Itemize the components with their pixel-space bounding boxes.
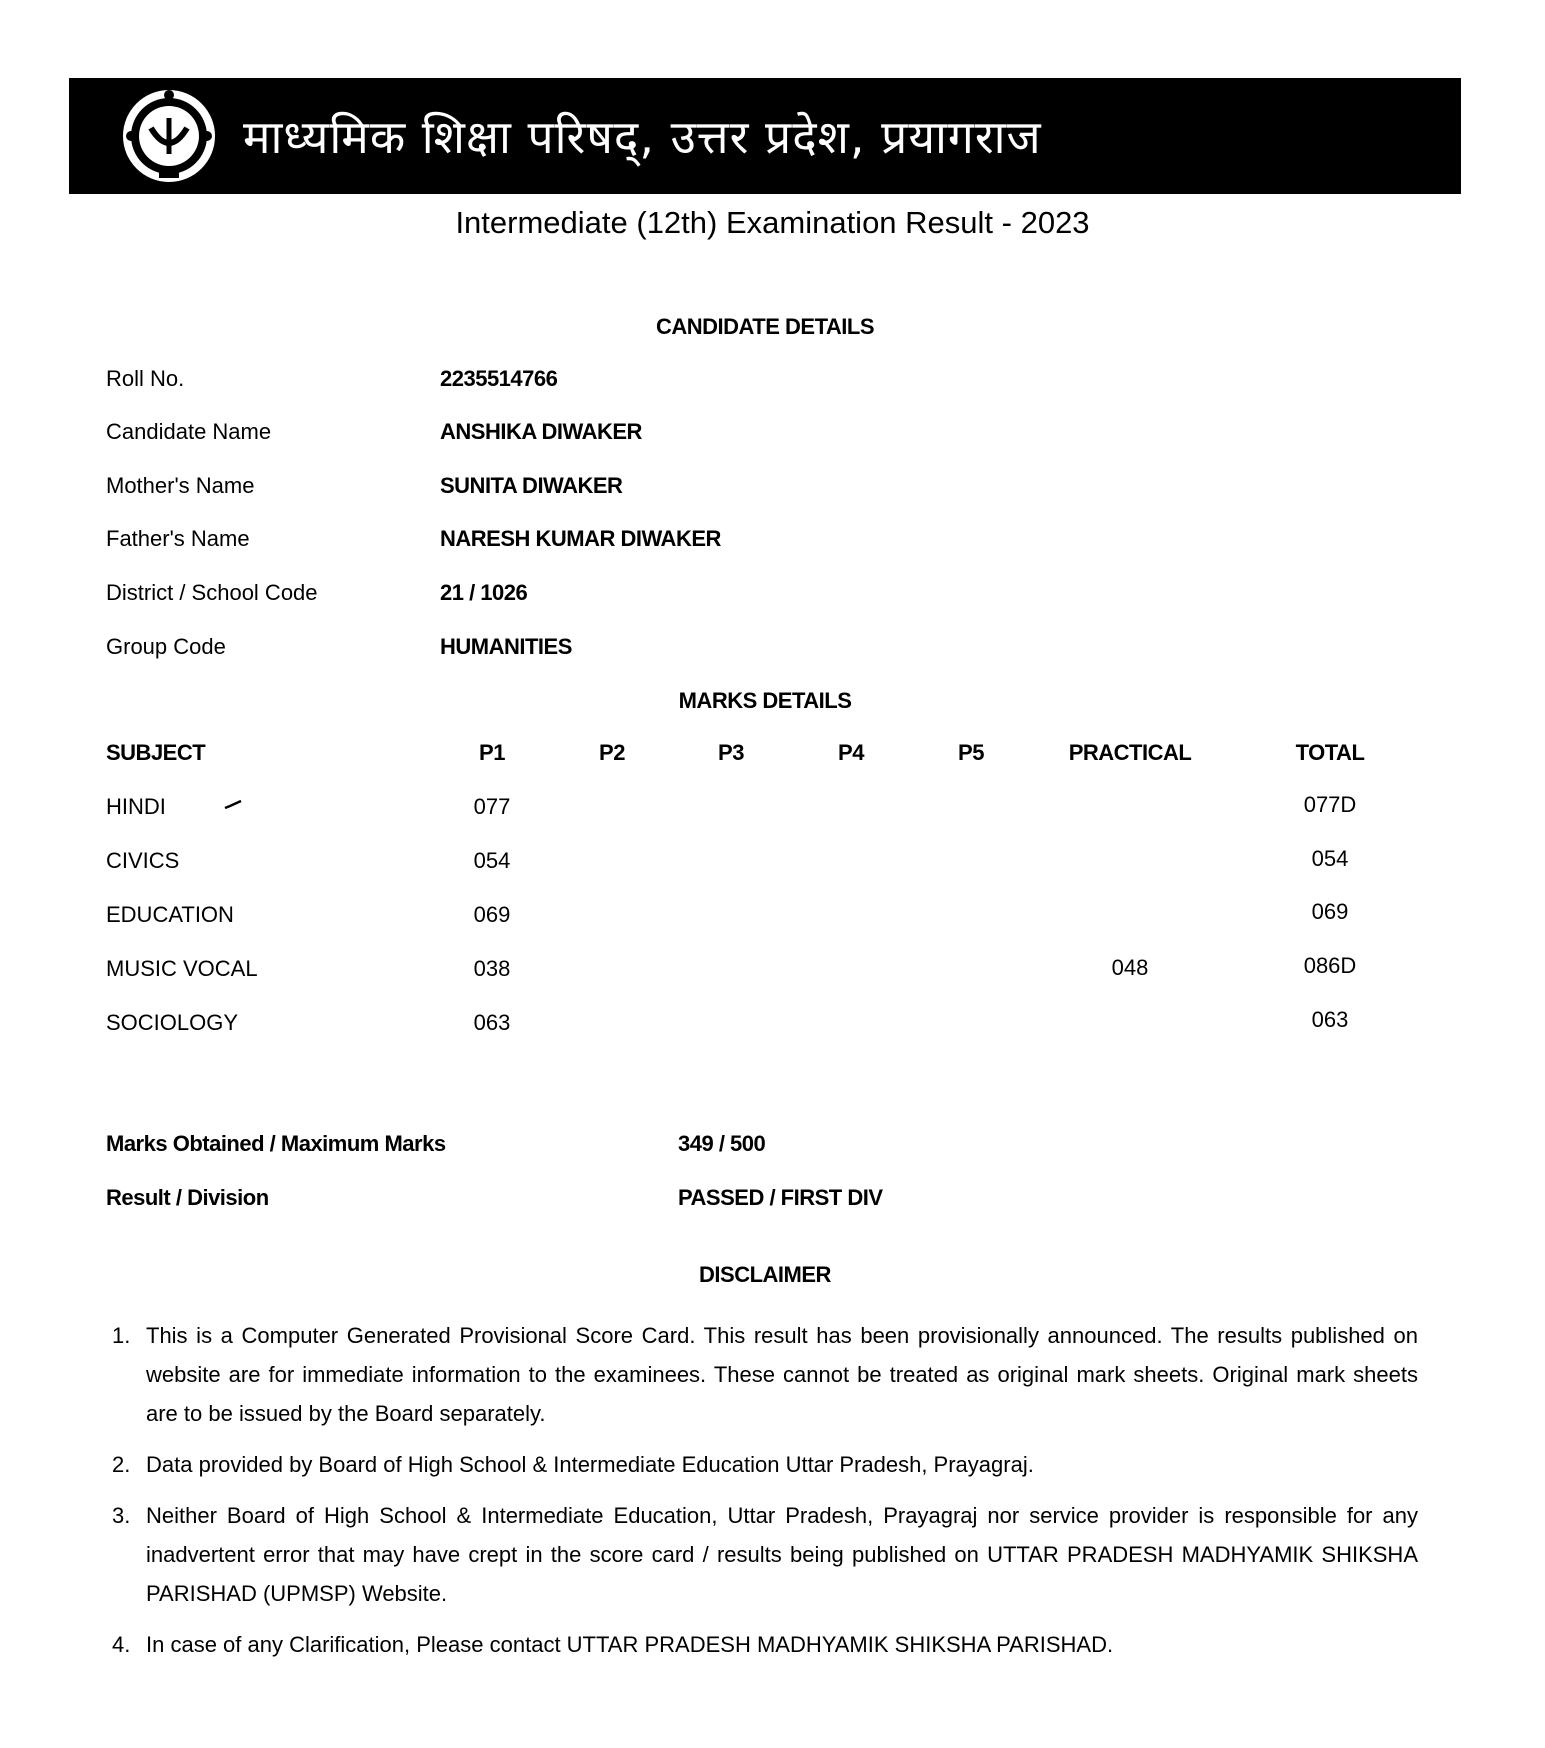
disclaimer-text: In case of any Clarification, Please contact UTTAR PRADESH MADHYAMIK SHIKSHA PARISHAD. (146, 1632, 1114, 1657)
field-label: Mother's Name (106, 473, 255, 498)
field-label: Father's Name (106, 526, 250, 551)
marks-obtained-label: Marks Obtained / Maximum Marks (106, 1131, 446, 1156)
total-cell: 086D (1303, 953, 1357, 978)
total-cell: 054 (1311, 846, 1349, 871)
disclaimer-number: 3. (112, 1503, 131, 1528)
field-value: 2235514766 (440, 366, 558, 391)
col-header-p3: P3 (718, 740, 744, 765)
subject-cell: EDUCATION (106, 902, 234, 927)
col-header-p4: P4 (838, 740, 864, 765)
subject-cell: CIVICS (106, 848, 180, 873)
disclaimer-item (112, 1316, 1418, 1433)
disclaimer-text: Data provided by Board of High School & Intermediate Education Uttar Pradesh, Prayagraj. (146, 1452, 1034, 1477)
field-value: ANSHIKA DIWAKER (440, 419, 642, 444)
marks-obtained-row (106, 1131, 766, 1157)
disclaimer-list (112, 1316, 1418, 1664)
header-banner (69, 78, 1461, 194)
total-cell: 069 (1311, 899, 1349, 924)
col-header-practical: PRACTICAL (1068, 740, 1192, 765)
field-value: 21 / 1026 (440, 580, 528, 605)
col-header-p1: P1 (479, 740, 505, 765)
field-label: Candidate Name (106, 419, 272, 444)
exam-title: Intermediate (12th) Examination Result - 2023 (455, 205, 1090, 240)
col-header-p5: P5 (958, 740, 984, 765)
disclaimer-item (112, 1625, 1418, 1664)
disclaimer-number: 4. (112, 1632, 131, 1657)
field-label: Group Code (106, 634, 226, 659)
subject-cell: HINDI (106, 794, 166, 819)
total-cell: 063 (1311, 1007, 1349, 1032)
disclaimer-heading: DISCLAIMER (699, 1262, 831, 1287)
col-header-total: TOTAL (1295, 740, 1365, 765)
total-cell: 077D (1303, 792, 1357, 817)
p1-cell: 077 (473, 794, 511, 819)
result-division-label: Result / Division (106, 1185, 269, 1210)
disclaimer-item (112, 1496, 1418, 1613)
p1-cell: 069 (473, 902, 511, 927)
field-value: HUMANITIES (440, 634, 572, 659)
result-division-row (106, 1185, 883, 1211)
upmsp-emblem-icon (121, 88, 217, 184)
field-label: Roll No. (106, 366, 185, 391)
disclaimer-item (112, 1445, 1418, 1484)
disclaimer-text: This is a Computer Generated Provisional Score Card. This result has been provisionally announced. The results published on website are for immediate information to the examinees. These cannot be treated as original mark sheets. Original mark sheets are to be issued by the Board separately. (146, 1323, 1418, 1426)
disclaimer-text: Neither Board of High School & Intermediate Education, Uttar Pradesh, Prayagraj nor service provider is responsible for any inadvertent error that may have crept in the score card / results being published on UTTAR PRADESH MADHYAMIK SHIKSHA PARISHAD (UPMSP) Website. (146, 1503, 1418, 1606)
field-label: District / School Code (106, 580, 318, 605)
col-header-p2: P2 (599, 740, 625, 765)
p1-cell: 063 (473, 1010, 511, 1035)
marks-details-heading: MARKS DETAILS (678, 688, 852, 713)
col-header-subject: SUBJECT (106, 740, 206, 765)
candidate-details-heading: CANDIDATE DETAILS (655, 314, 874, 339)
disclaimer-number: 2. (112, 1452, 131, 1477)
subject-cell: SOCIOLOGY (106, 1010, 239, 1035)
p1-cell: 038 (473, 956, 511, 981)
field-value: SUNITA DIWAKER (440, 473, 623, 498)
board-name: माध्यमिक शिक्षा परिषद्, उत्तर प्रदेश, प्रयागराज (243, 110, 1042, 164)
tick-mark-icon (224, 800, 242, 810)
field-value: NARESH KUMAR DIWAKER (440, 526, 721, 551)
disclaimer-number: 1. (112, 1323, 131, 1348)
p1-cell: 054 (473, 848, 511, 873)
practical-cell: 048 (1111, 955, 1149, 980)
result-division-value: PASSED / FIRST DIV (678, 1185, 883, 1210)
subject-cell: MUSIC VOCAL (106, 956, 258, 981)
marks-obtained-value: 349 / 500 (678, 1131, 766, 1156)
